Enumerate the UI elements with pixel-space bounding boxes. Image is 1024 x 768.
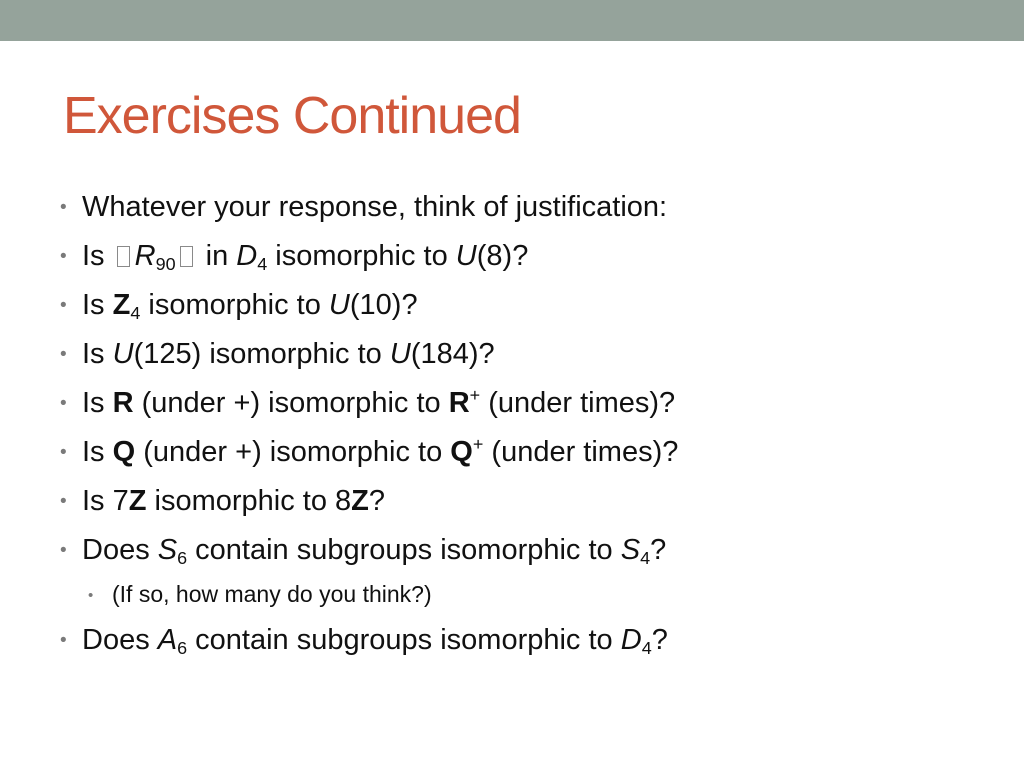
bullet-text: Whatever your response, think of justification:	[82, 191, 668, 223]
placeholder-box-icon	[117, 246, 130, 267]
italic-symbol: A	[157, 624, 178, 656]
superscript-text: +	[472, 433, 484, 454]
slide-title: Exercises Continued	[63, 87, 521, 145]
bold-symbol: Z	[128, 485, 147, 517]
bullet-dot-icon: •	[60, 630, 67, 651]
bullet-dot-icon: •	[60, 197, 67, 218]
bullet-item	[60, 530, 666, 570]
bullet-dot-icon: •	[60, 393, 67, 414]
bullet-text: (8)?	[476, 240, 529, 272]
bullet-text: isomorphic to	[267, 240, 456, 272]
bullet-dot-icon: •	[60, 246, 67, 267]
subscript-text: 4	[130, 303, 141, 324]
bullet-dot-icon: •	[60, 295, 67, 316]
bullet-text: isomorphic to	[140, 289, 329, 321]
bullet-dot-icon: •	[88, 587, 94, 604]
bold-symbol: Z	[351, 485, 369, 517]
bullet-text: Is	[82, 338, 113, 370]
bullet-text: in	[197, 240, 237, 272]
subscript-text: 6	[177, 638, 188, 659]
bullet-text: Does	[82, 534, 158, 566]
bullet-text: (10)?	[349, 289, 418, 321]
italic-symbol: U	[455, 240, 477, 272]
bullet-text: (under times)?	[480, 387, 676, 419]
italic-symbol: S	[157, 534, 178, 566]
bold-symbol: Z	[112, 289, 131, 321]
placeholder-box-icon	[180, 246, 193, 267]
bullet-text: ?	[368, 485, 386, 517]
bullet-item	[60, 481, 385, 521]
bullet-text: (under +) isomorphic to	[135, 436, 451, 468]
subscript-text: 90	[155, 254, 176, 275]
italic-symbol: U	[389, 338, 411, 370]
sub-bullet-item	[88, 578, 432, 610]
top-accent-bar	[0, 0, 1024, 41]
bullet-item	[60, 383, 675, 423]
bold-symbol: Q	[112, 436, 136, 468]
bullet-dot-icon: •	[60, 540, 67, 561]
bullet-dot-icon: •	[60, 491, 67, 512]
bullet-text: Is	[82, 387, 113, 419]
bullet-dot-icon: •	[60, 442, 67, 463]
bullet-item	[60, 620, 668, 660]
bullet-item	[60, 236, 528, 276]
subscript-text: 4	[640, 548, 651, 569]
bullet-text: isomorphic to 8	[146, 485, 352, 517]
italic-symbol: D	[236, 240, 258, 272]
bullet-text: contain subgroups isomorphic to	[187, 534, 621, 566]
bullet-item	[60, 285, 418, 325]
bullet-text: (under +) isomorphic to	[133, 387, 449, 419]
bullet-text: Is	[82, 240, 113, 272]
bullet-text: (If so, how many do you think?)	[112, 581, 432, 607]
bullet-text: Is	[82, 436, 113, 468]
italic-symbol: U	[112, 338, 134, 370]
bullet-item	[60, 432, 678, 472]
bold-symbol: Q	[450, 436, 473, 468]
italic-symbol: D	[620, 624, 642, 656]
bullet-text: Is	[82, 289, 113, 321]
bullet-text: (184)?	[410, 338, 495, 370]
bullet-item	[60, 187, 667, 227]
bold-symbol: R	[112, 387, 134, 419]
bullet-text: (125) isomorphic to	[133, 338, 390, 370]
bullet-dot-icon: •	[60, 344, 67, 365]
bullet-text: Is 7	[82, 485, 129, 517]
bullet-text: ?	[651, 624, 668, 656]
bullet-item	[60, 334, 495, 374]
bullet-text: Does	[82, 624, 158, 656]
italic-symbol: R	[134, 240, 156, 272]
italic-symbol: U	[328, 289, 350, 321]
bullet-text: contain subgroups isomorphic to	[187, 624, 621, 656]
subscript-text: 4	[641, 638, 652, 659]
subscript-text: 6	[177, 548, 188, 569]
bold-symbol: R	[448, 387, 470, 419]
italic-symbol: S	[620, 534, 641, 566]
subscript-text: 4	[257, 254, 268, 275]
bullet-text: (under times)?	[483, 436, 679, 468]
bullet-text: ?	[650, 534, 667, 566]
superscript-text: +	[469, 384, 481, 405]
